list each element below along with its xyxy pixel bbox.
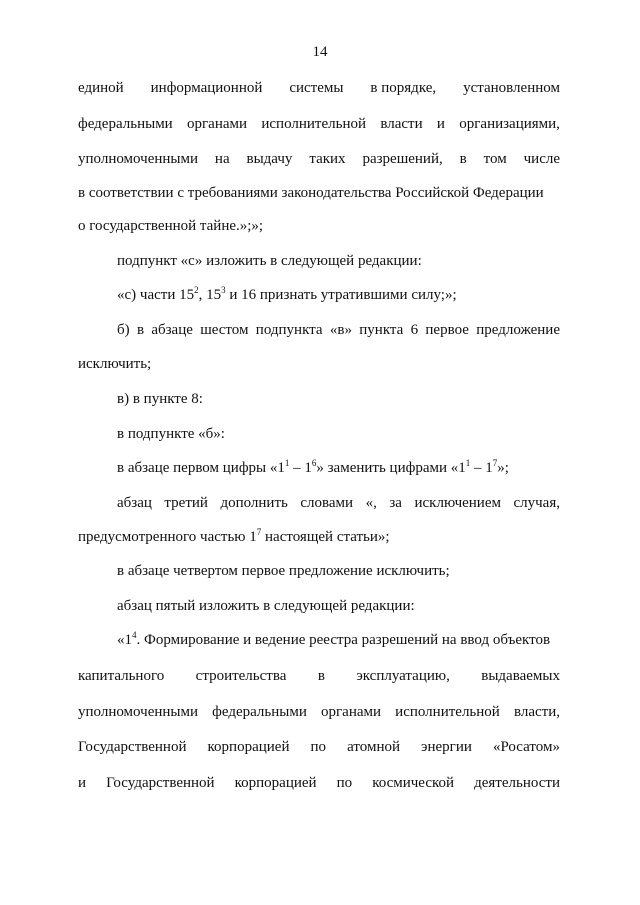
word: органами	[321, 704, 382, 720]
text-line-8	[78, 320, 560, 340]
word: абзац	[117, 495, 152, 511]
text-line-18	[78, 666, 560, 686]
word: власти	[380, 116, 423, 132]
word: в	[459, 151, 467, 167]
text-line-14	[78, 527, 390, 547]
word: уполномоченными	[78, 151, 199, 167]
word: и	[436, 116, 445, 132]
text-line-1	[78, 78, 560, 98]
word: установленном	[463, 80, 560, 96]
word: словами	[300, 495, 354, 511]
text-segment: настоящей статьи»;	[261, 529, 390, 545]
word: федеральными	[212, 704, 307, 720]
text-line-9: исключить;	[78, 356, 152, 372]
word: власти,	[513, 704, 560, 720]
word: исполнительной	[261, 116, 367, 132]
word: корпорацией	[207, 739, 290, 755]
word: корпорацией	[234, 775, 317, 791]
word: исключением	[414, 495, 501, 511]
text-segment: «с) части 15	[117, 287, 195, 303]
word: разрешений,	[362, 151, 443, 167]
text-line-15: в абзаце четвертом первое предложение исключить;	[117, 563, 450, 579]
word: числе	[523, 151, 560, 167]
text-segment: и 16 признать утратившими силу;»;	[225, 287, 457, 303]
text-line-20	[78, 737, 560, 757]
text-segment: предусмотренного частью 1	[78, 529, 257, 545]
text-line-2	[78, 114, 560, 134]
word: в	[136, 322, 145, 338]
text-segment: »;	[497, 460, 509, 476]
word: исполнительной	[395, 704, 500, 720]
word: предложение	[476, 322, 560, 338]
word: и	[78, 775, 87, 791]
word: системы	[289, 80, 344, 96]
word: Государственной	[78, 739, 187, 755]
text-line-3	[78, 149, 560, 169]
superscript: 7	[492, 458, 498, 468]
word: в	[317, 668, 325, 684]
word: первое	[425, 322, 469, 338]
word: организациями,	[459, 116, 560, 132]
word: третий	[164, 495, 208, 511]
text-line-21	[78, 773, 560, 793]
word: по	[336, 775, 353, 791]
word: энергии	[421, 739, 472, 755]
text-line-17	[117, 630, 550, 650]
word: 6	[410, 322, 419, 338]
text-segment: . Формирование и ведение реестра разрешений на ввод объектов	[136, 632, 551, 648]
word: Государственной	[106, 775, 215, 791]
word: подпункта	[255, 322, 323, 338]
superscript: 2	[194, 285, 199, 295]
text-segment: – 1	[289, 460, 312, 476]
word: б)	[117, 322, 130, 338]
word: информационной	[150, 80, 263, 96]
text-line-7	[117, 285, 457, 305]
word: шестом	[200, 322, 249, 338]
word: таких	[309, 151, 346, 167]
text-segment: «1	[117, 632, 132, 648]
word: за	[389, 495, 402, 511]
word: капитального	[78, 668, 165, 684]
word: случая,	[513, 495, 560, 511]
word: космической	[372, 775, 455, 791]
word: деятельности	[474, 775, 560, 791]
text-segment: – 1	[470, 460, 493, 476]
text-line-12	[117, 458, 509, 478]
text-line-10: в) в пункте 8:	[117, 391, 203, 407]
word: выдачу	[246, 151, 293, 167]
text-segment: » заменить цифрами «1	[316, 460, 466, 476]
word: атомной	[347, 739, 400, 755]
text-segment: , 15	[198, 287, 222, 303]
superscript: 7	[256, 527, 262, 537]
word: абзаце	[151, 322, 193, 338]
word: дополнить	[220, 495, 288, 511]
word: уполномоченными	[78, 704, 199, 720]
text-line-4: в соответствии с требованиями законодательства Российской Федерации	[78, 185, 544, 201]
superscript: 4	[132, 630, 137, 640]
word: органами	[187, 116, 248, 132]
word: «,	[365, 495, 377, 511]
word: на	[214, 151, 230, 167]
word: «Росатом»	[492, 739, 560, 755]
word: эксплуатацию,	[356, 668, 450, 684]
word: федеральными	[78, 116, 173, 132]
text-line-16: абзац пятый изложить в следующей редакции:	[117, 598, 415, 614]
text-line-5: о государственной тайне.»;»;	[78, 218, 264, 234]
superscript: 1	[284, 458, 290, 468]
text-line-13	[78, 493, 560, 513]
word: строительства	[195, 668, 287, 684]
superscript: 1	[465, 458, 471, 468]
page-number: 14	[312, 44, 328, 60]
word: пункта	[359, 322, 404, 338]
word: «в»	[329, 322, 352, 338]
text-line-11: в подпункте «б»:	[117, 426, 225, 442]
text-line-19	[78, 702, 560, 722]
word: по	[310, 739, 327, 755]
word: единой	[78, 80, 124, 96]
word: том	[483, 151, 507, 167]
word: выдаваемых	[481, 668, 560, 684]
superscript: 3	[221, 285, 226, 295]
text-line-6: подпункт «с» изложить в следующей редакции:	[117, 253, 422, 269]
superscript: 6	[311, 458, 317, 468]
text-segment: в абзаце первом цифры «1	[117, 460, 285, 476]
word: в порядке,	[370, 80, 437, 96]
